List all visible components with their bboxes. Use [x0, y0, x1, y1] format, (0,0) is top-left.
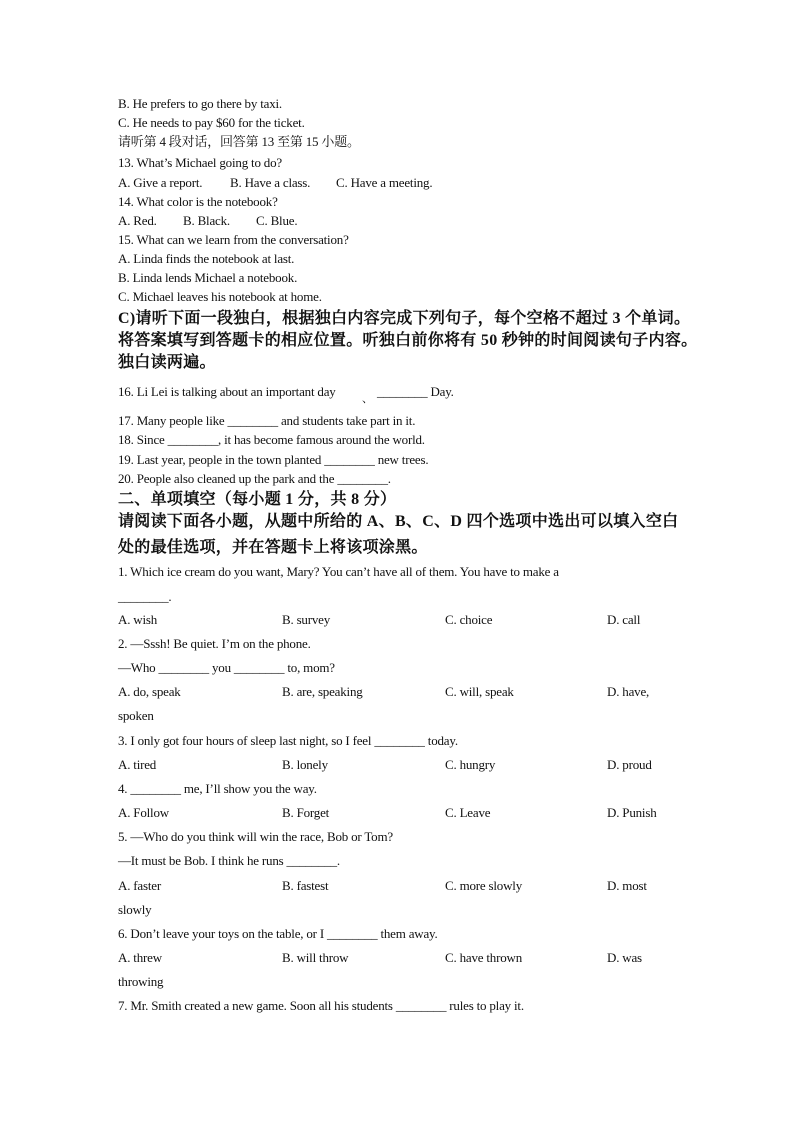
option-c: C. Have a meeting. — [336, 175, 433, 190]
option-c: C. hungry — [445, 757, 496, 772]
option-c: C. have thrown — [445, 950, 522, 965]
option-line: C. He needs to pay $60 for the ticket. — [118, 115, 305, 130]
section-c-instruction: 独白读两遍。 — [118, 354, 216, 371]
question-20: 20. People also cleaned up the park and the ________. — [118, 471, 391, 486]
option-c: C. Leave — [445, 805, 491, 820]
option-c: C. choice — [445, 612, 493, 627]
option-d: D. Punish — [607, 805, 657, 820]
option-d: D. proud — [607, 757, 652, 772]
option-d-wrap: spoken — [118, 708, 154, 723]
option-d: D. most — [607, 878, 647, 893]
option-b: B. Linda lends Michael a notebook. — [118, 270, 298, 285]
option-c: C. will, speak — [445, 684, 514, 699]
mc-question-3: 3. I only got four hours of sleep last night, so I feel ________ today. — [118, 733, 458, 748]
option-a: A. faster — [118, 878, 161, 893]
mc-question-1: 1. Which ice cream do you want, Mary? You can’t have all of them. You have to make a — [118, 564, 559, 579]
option-a: A. Give a report. — [118, 175, 203, 190]
section-2-heading: 二、单项填空（每小题 1 分，共 8 分） — [118, 491, 397, 508]
option-b: B. Black. — [183, 213, 230, 228]
mc-question-2-line2: —Who ________ you ________ to, mom? — [118, 660, 335, 675]
mc-question-5: 5. —Who do you think will win the race, Bob or Tom? — [118, 829, 393, 844]
option-d: D. call — [607, 612, 641, 627]
mc-question-5-line2: —It must be Bob. I think he runs ________. — [118, 853, 340, 868]
option-c: C. more slowly — [445, 878, 523, 893]
option-c: C. Blue. — [256, 213, 298, 228]
question-16-blank: ________ Day. — [377, 384, 454, 399]
option-a: A. Follow — [118, 805, 169, 820]
question-15: 15. What can we learn from the conversation? — [118, 232, 349, 247]
mc-question-7: 7. Mr. Smith created a new game. Soon all his students ________ rules to play it. — [118, 998, 524, 1013]
question-18: 18. Since ________, it has become famous around the world. — [118, 432, 425, 447]
section-c-instruction: C)请听下面一段独白，根据独白内容完成下列句子，每个空格不超过 3 个单词。 — [118, 310, 691, 327]
option-b: B. will throw — [282, 950, 349, 965]
instruction-line: 请听第 4 段对话，回答第 13 至第 15 小题。 — [118, 134, 360, 149]
section-2-instruction: 请阅读下面各小题，从题中所给的 A、B、C、D 四个选项中选出可以填入空白 — [118, 513, 679, 530]
option-b: B. are, speaking — [282, 684, 363, 699]
question-13: 13. What’s Michael going to do? — [118, 155, 282, 170]
option-c: C. Michael leaves his notebook at home. — [118, 289, 322, 304]
option-b: B. Forget — [282, 805, 330, 820]
mc-question-6: 6. Don’t leave your toys on the table, or I ________ them away. — [118, 926, 438, 941]
section-2-instruction: 处的最佳选项，并在答题卡上将该项涂黑。 — [118, 539, 428, 556]
option-a: A. Red. — [118, 213, 157, 228]
option-d: D. have, — [607, 684, 650, 699]
option-b: B. fastest — [282, 878, 329, 893]
section-c-instruction: 将答案填写到答题卡的相应位置。听独白前你将有 50 秒钟的时间阅读句子内容。 — [118, 332, 698, 349]
option-d-wrap: slowly — [118, 902, 152, 917]
mc-question-2: 2. —Sssh! Be quiet. I’m on the phone. — [118, 636, 311, 651]
option-a: A. wish — [118, 612, 158, 627]
option-d: D. was — [607, 950, 642, 965]
option-line: B. He prefers to go there by taxi. — [118, 96, 282, 111]
option-a: A. do, speak — [118, 684, 181, 699]
option-b: B. lonely — [282, 757, 328, 772]
mc-question-4: 4. ________ me, I’ll show you the way. — [118, 781, 317, 796]
mc-question-1-blank: ________. — [118, 589, 172, 604]
option-b: B. Have a class. — [230, 175, 311, 190]
question-17: 17. Many people like ________ and students take part in it. — [118, 413, 416, 428]
question-14: 14. What color is the notebook? — [118, 194, 278, 209]
question-16: 16. Li Lei is talking about an important day — [118, 384, 336, 399]
option-d-wrap: throwing — [118, 974, 164, 989]
option-a: A. Linda finds the notebook at last. — [118, 251, 295, 266]
option-a: A. tired — [118, 757, 157, 772]
option-b: B. survey — [282, 612, 331, 627]
question-19: 19. Last year, people in the town planted ________ new trees. — [118, 452, 429, 467]
option-a: A. threw — [118, 950, 162, 965]
punctuation-mark: 、 — [362, 393, 373, 405]
